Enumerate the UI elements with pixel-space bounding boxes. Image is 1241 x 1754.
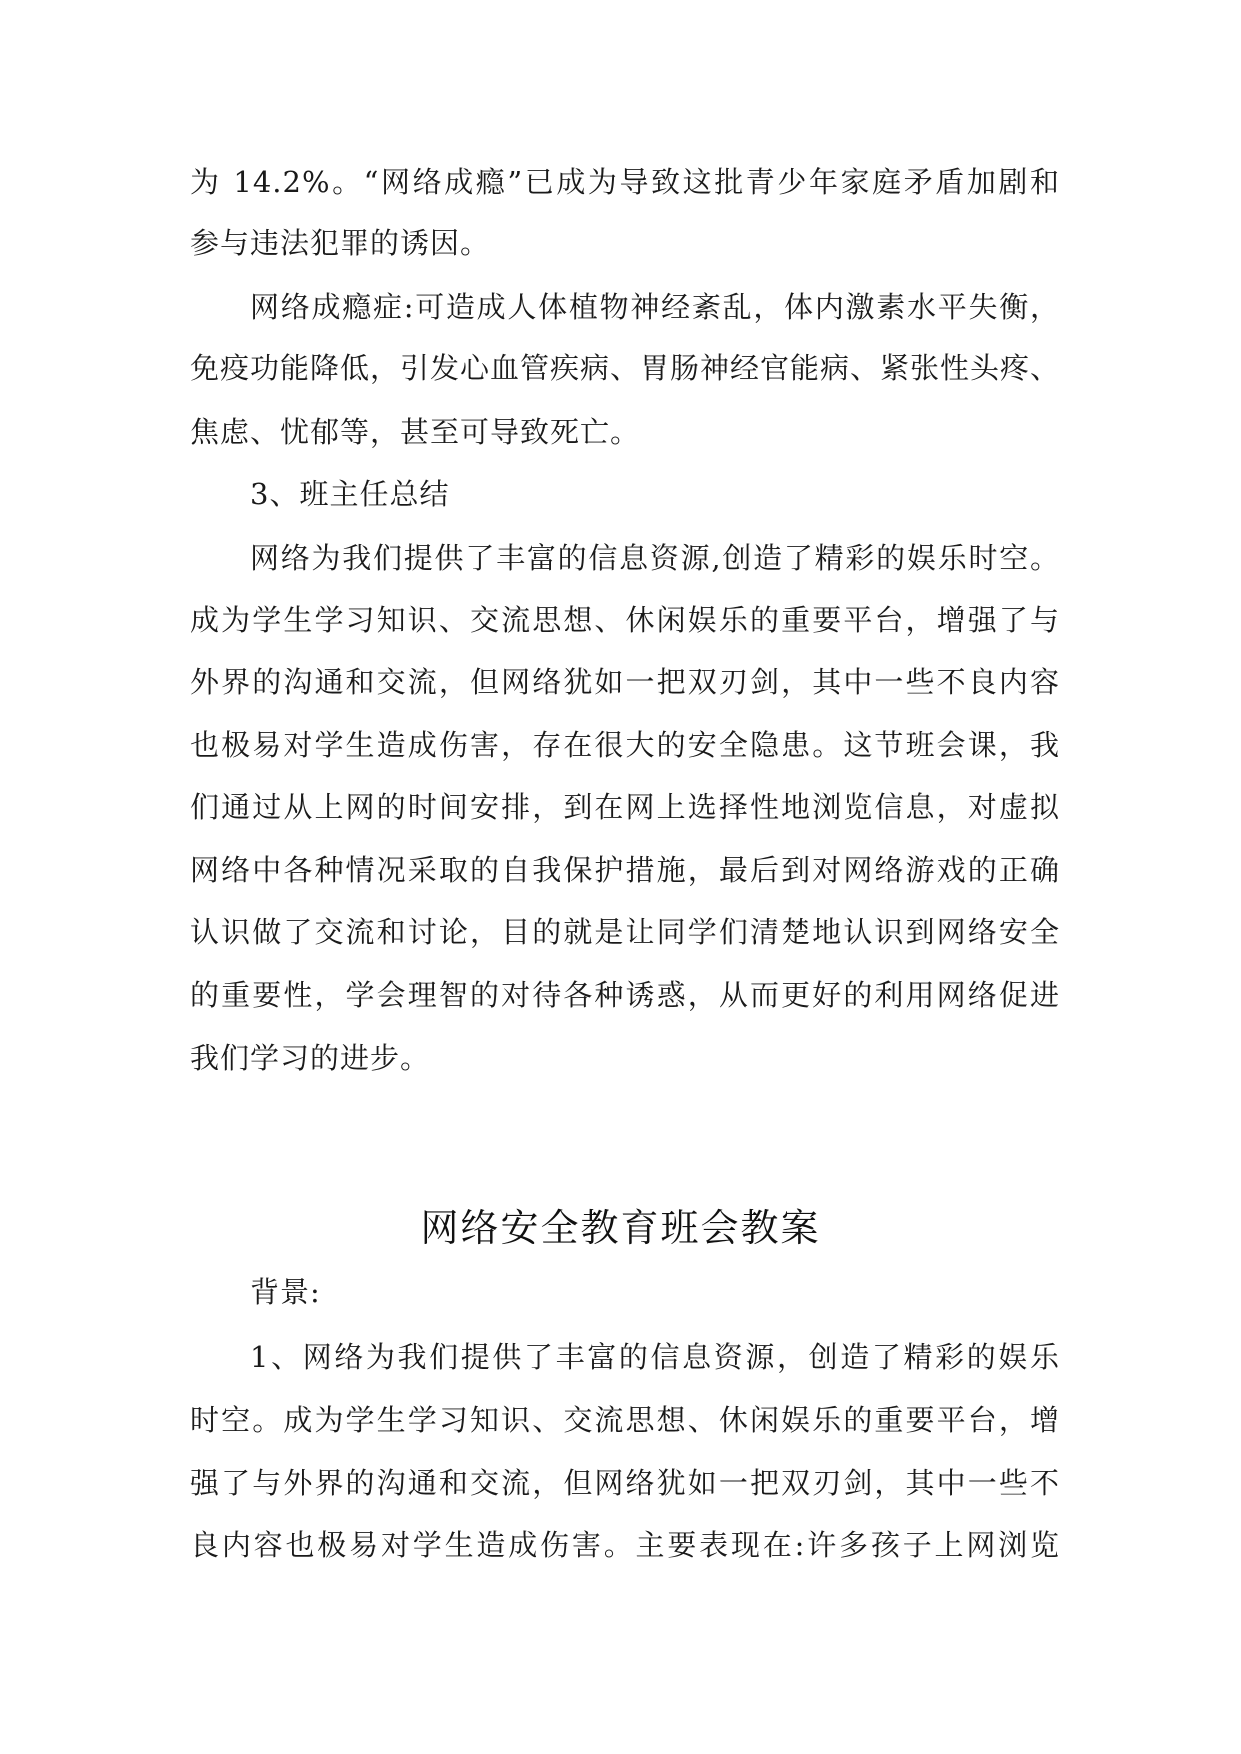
paragraph-line: 强了与外界的沟通和交流，但网络犹如一把双刃剑，其中一些不 [190, 1466, 1060, 1500]
paragraph-line: 们通过从上网的时间安排，到在网上选择性地浏览信息，对虚拟 [190, 790, 1060, 824]
section-label: 背景: [250, 1275, 321, 1309]
paragraph-line: 1、网络为我们提供了丰富的信息资源，创造了精彩的娱乐 [250, 1340, 1060, 1374]
paragraph-line: 的重要性，学会理智的对待各种诱惑，从而更好的利用网络促进 [190, 978, 1060, 1012]
paragraph-line: 时空。成为学生学习知识、交流思想、休闲娱乐的重要平台，增 [190, 1403, 1060, 1437]
paragraph-line: 网络中各种情况采取的自我保护措施，最后到对网络游戏的正确 [190, 853, 1060, 887]
paragraph-line: 网络为我们提供了丰富的信息资源,创造了精彩的娱乐时空。 [250, 541, 1060, 575]
paragraph-line: 参与违法犯罪的诱因。 [190, 226, 491, 260]
paragraph-line: 外界的沟通和交流，但网络犹如一把双刃剑，其中一些不良内容 [190, 665, 1060, 699]
paragraph-line: 良内容也极易对学生造成伤害。主要表现在:许多孩子上网浏览 [190, 1528, 1060, 1562]
paragraph-line: 免疫功能降低，引发心血管疾病、胃肠神经官能病、紧张性头疼、 [190, 351, 1061, 385]
paragraph-line: 认识做了交流和讨论，目的就是让同学们清楚地认识到网络安全 [190, 915, 1060, 949]
paragraph-line: 成为学生学习知识、交流思想、休闲娱乐的重要平台，增强了与 [190, 603, 1060, 637]
paragraph-line: 我们学习的进步。 [190, 1041, 431, 1075]
paragraph-line: 焦虑、忧郁等，甚至可导致死亡。 [190, 415, 641, 449]
paragraph-line: 为 14.2%。“网络成瘾”已成为导致这批青少年家庭矛盾加剧和 [190, 165, 1060, 199]
document-title: 网络安全教育班会教案 [420, 1206, 821, 1250]
section-heading: 3、班主任总结 [250, 477, 450, 511]
paragraph-line: 网络成瘾症:可造成人体植物神经紊乱，体内激素水平失衡， [250, 290, 1060, 324]
paragraph-line: 也极易对学生造成伤害，存在很大的安全隐患。这节班会课，我 [190, 728, 1060, 762]
